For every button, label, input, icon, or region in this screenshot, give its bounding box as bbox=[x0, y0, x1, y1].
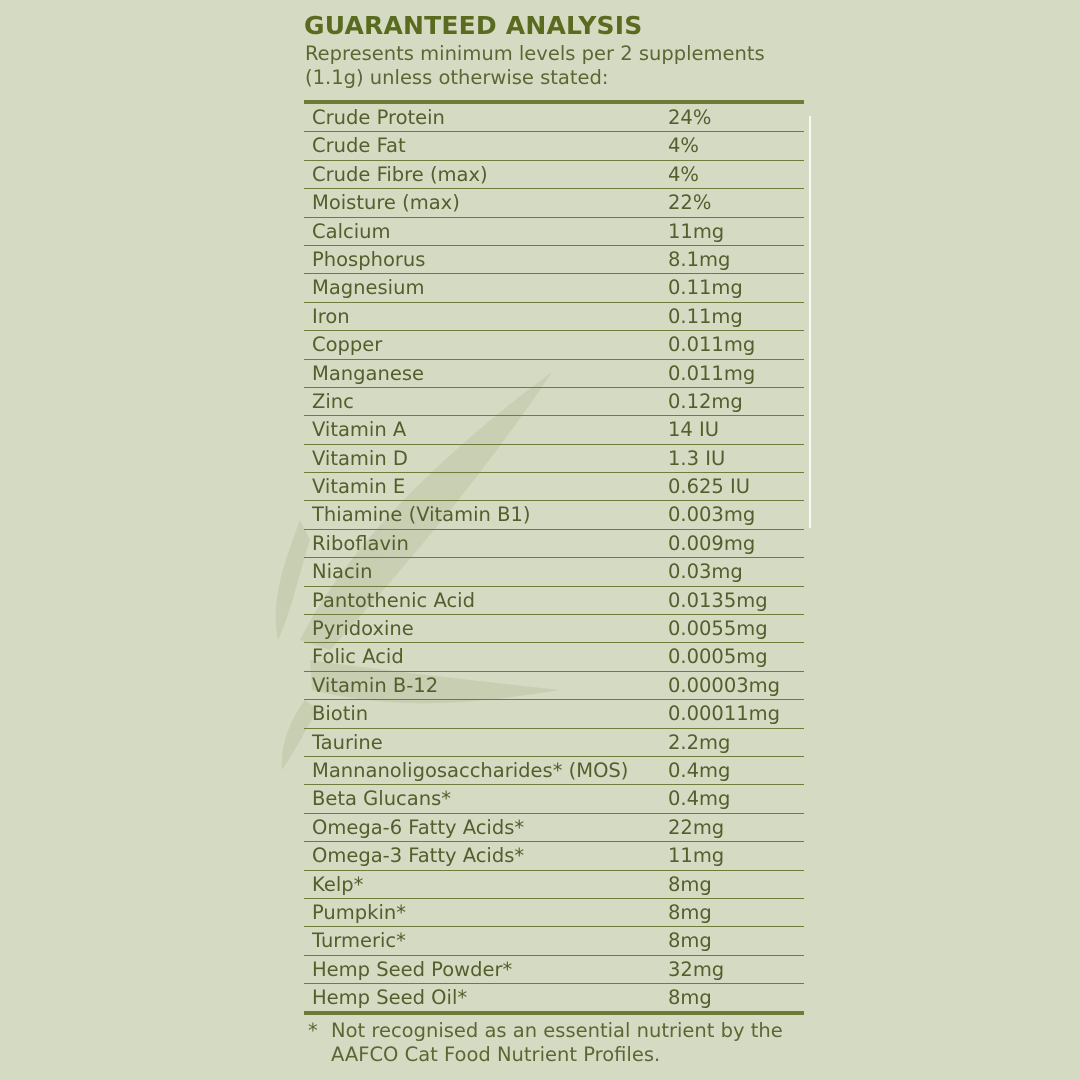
nutrient-value: 0.0135mg bbox=[668, 588, 768, 612]
nutrient-name: Crude Fat bbox=[312, 134, 406, 158]
nutrient-name: Hemp Seed Powder* bbox=[312, 957, 513, 981]
footnote-asterisk: * bbox=[308, 1019, 318, 1042]
nutrient-name: Omega-3 Fatty Acids* bbox=[312, 844, 525, 868]
nutrient-name: Taurine bbox=[312, 730, 383, 754]
nutrient-name: Pantothenic Acid bbox=[312, 588, 475, 612]
nutrient-name: Biotin bbox=[312, 702, 369, 726]
nutrient-value: 8mg bbox=[668, 900, 712, 924]
nutrient-value: 11mg bbox=[668, 844, 725, 868]
nutrient-value: 0.4mg bbox=[668, 758, 731, 782]
nutrient-name: Kelp* bbox=[312, 872, 364, 896]
nutrient-value: 32mg bbox=[668, 957, 725, 981]
table-row bbox=[304, 189, 804, 217]
nutrient-value: 0.011mg bbox=[668, 333, 756, 357]
nutrient-value: 11mg bbox=[668, 219, 725, 243]
table-row bbox=[304, 587, 804, 615]
nutrient-name: Niacin bbox=[312, 560, 373, 584]
table-row bbox=[304, 984, 804, 1012]
footnote-text: Not recognised as an essential nutrient by the AAFCO Cat Food Nutrient Profiles. bbox=[331, 1019, 783, 1066]
table-row bbox=[304, 814, 804, 842]
table-row bbox=[304, 132, 804, 160]
table-row bbox=[304, 700, 804, 728]
nutrient-name: Phosphorus bbox=[312, 247, 426, 271]
table-row bbox=[304, 785, 804, 813]
table-row bbox=[304, 899, 804, 927]
table-row bbox=[304, 643, 804, 671]
table-row bbox=[304, 388, 804, 416]
nutrient-value: 22mg bbox=[668, 815, 725, 839]
nutrient-table bbox=[304, 104, 804, 1013]
nutrient-value: 2.2mg bbox=[668, 730, 731, 754]
nutrient-name: Hemp Seed Oil* bbox=[312, 986, 468, 1010]
nutrient-value: 8mg bbox=[668, 986, 712, 1010]
nutrient-value: 0.00011mg bbox=[668, 702, 781, 726]
nutrient-value: 0.11mg bbox=[668, 276, 743, 300]
table-row bbox=[304, 360, 804, 388]
table-row bbox=[304, 927, 804, 955]
nutrient-value: 14 IU bbox=[668, 418, 720, 442]
table-row bbox=[304, 303, 804, 331]
nutrient-name: Beta Glucans* bbox=[312, 787, 451, 811]
nutrient-name: Vitamin D bbox=[312, 446, 408, 470]
nutrient-value: 0.011mg bbox=[668, 361, 756, 385]
nutrient-value: 0.4mg bbox=[668, 787, 731, 811]
table-row bbox=[304, 757, 804, 785]
table-row bbox=[304, 161, 804, 189]
nutrient-value: 0.0055mg bbox=[668, 617, 768, 641]
table-row bbox=[304, 842, 804, 870]
table-row bbox=[304, 246, 804, 274]
nutrient-value: 0.11mg bbox=[668, 304, 743, 328]
page-title: GUARANTEED ANALYSIS bbox=[304, 11, 643, 40]
nutrient-name: Calcium bbox=[312, 219, 391, 243]
nutrient-name: Pyridoxine bbox=[312, 617, 414, 641]
nutrient-name: Magnesium bbox=[312, 276, 425, 300]
table-row bbox=[304, 530, 804, 558]
nutrient-value: 4% bbox=[668, 162, 699, 186]
nutrient-name: Moisture (max) bbox=[312, 191, 460, 215]
table-row bbox=[304, 615, 804, 643]
table-row bbox=[304, 956, 804, 984]
nutrient-name: Copper bbox=[312, 333, 383, 357]
nutrient-name: Pumpkin* bbox=[312, 900, 406, 924]
table-row bbox=[304, 218, 804, 246]
nutrient-name: Riboflavin bbox=[312, 531, 409, 555]
nutrient-name: Vitamin A bbox=[312, 418, 407, 442]
nutrient-name: Manganese bbox=[312, 361, 424, 385]
nutrient-value: 0.625 IU bbox=[668, 475, 751, 499]
nutrient-name: Thiamine (Vitamin B1) bbox=[312, 503, 531, 527]
nutrient-value: 8mg bbox=[668, 929, 712, 953]
table-row bbox=[304, 558, 804, 586]
nutrient-name: Omega-6 Fatty Acids* bbox=[312, 815, 525, 839]
nutrient-value: 24% bbox=[668, 106, 712, 129]
nutrient-value: 0.003mg bbox=[668, 503, 756, 527]
table-row bbox=[304, 729, 804, 757]
nutrient-name: Crude Fibre (max) bbox=[312, 162, 488, 186]
nutrient-value: 0.009mg bbox=[668, 531, 756, 555]
table-row bbox=[304, 445, 804, 473]
nutrient-value: 8mg bbox=[668, 872, 712, 896]
nutrient-name: Zinc bbox=[312, 389, 354, 413]
nutrient-value: 0.03mg bbox=[668, 560, 743, 584]
table-row bbox=[304, 473, 804, 501]
nutrient-value: 1.3 IU bbox=[668, 446, 726, 470]
nutrient-name: Mannanoligosaccharides* (MOS) bbox=[312, 758, 629, 782]
nutrient-name: Vitamin B-12 bbox=[312, 673, 439, 697]
table-row bbox=[304, 416, 804, 444]
table-row bbox=[304, 672, 804, 700]
nutrient-value: 22% bbox=[668, 191, 712, 215]
nutrient-value: 4% bbox=[668, 134, 699, 158]
nutrient-name: Folic Acid bbox=[312, 645, 404, 669]
table-row bbox=[304, 104, 804, 132]
nutrient-value: 0.12mg bbox=[668, 389, 743, 413]
nutrient-value: 0.00003mg bbox=[668, 673, 781, 697]
nutrient-name: Vitamin E bbox=[312, 475, 406, 499]
table-row bbox=[304, 274, 804, 302]
nutrient-value: 8.1mg bbox=[668, 247, 731, 271]
nutrient-name: Turmeric* bbox=[312, 929, 406, 953]
table-row bbox=[304, 501, 804, 529]
nutrient-name: Iron bbox=[312, 304, 350, 328]
nutrient-name: Crude Protein bbox=[312, 106, 445, 129]
nutrient-value: 0.0005mg bbox=[668, 645, 768, 669]
subtitle: Represents minimum levels per 2 supplements (1.1g) unless otherwise stated: bbox=[305, 42, 765, 89]
table-row bbox=[304, 871, 804, 899]
table-row bbox=[304, 331, 804, 359]
table-bottom-rule bbox=[304, 1011, 804, 1015]
vertical-divider bbox=[809, 116, 811, 528]
